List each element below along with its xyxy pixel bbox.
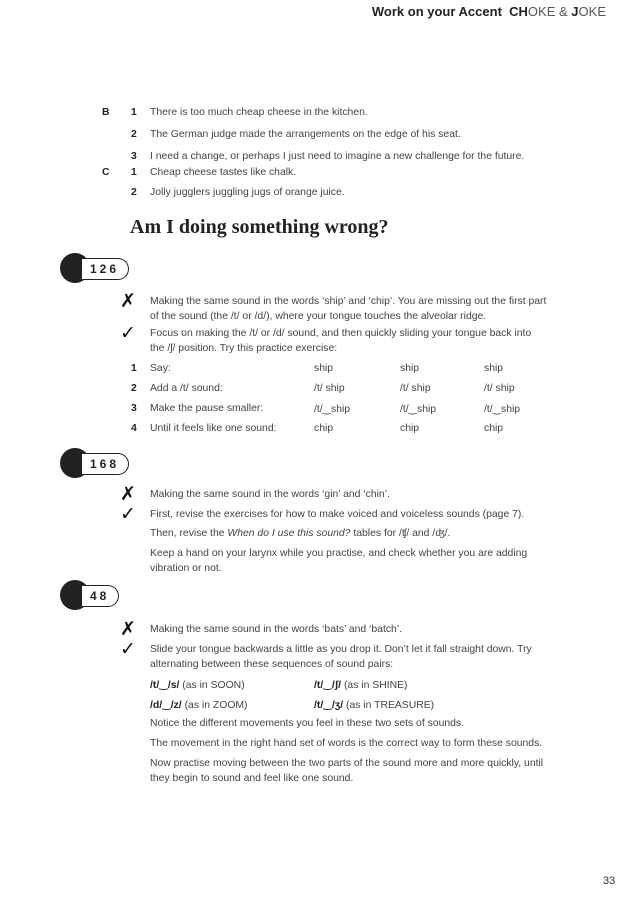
- pair-symbol: /d/‿/z/: [150, 700, 182, 711]
- wrong-icon: ✗: [120, 290, 136, 312]
- c-item-text: Jolly jugglers juggling jugs of orange juice.: [150, 187, 345, 198]
- exercise-cell: chip: [314, 423, 334, 434]
- exercise-label: Until it feels like one sound:: [150, 423, 277, 434]
- exercise-cell: /t/‿ship: [400, 404, 437, 415]
- exercise-cell: /t/ ship: [484, 383, 515, 394]
- b-item-num: 3: [131, 151, 137, 162]
- exercise-num: 4: [131, 423, 137, 434]
- right-icon: ✓: [120, 638, 136, 660]
- exercise-cell: /t/‿ship: [314, 404, 351, 415]
- track-number: 48: [82, 585, 119, 607]
- then-italic: When do I use this sound?: [227, 528, 351, 539]
- exercise-cell: chip: [400, 423, 420, 434]
- header-amp: &: [555, 4, 572, 19]
- wrong-icon: ✗: [120, 618, 136, 640]
- pair-left: [150, 699, 248, 711]
- wrong-icon: ✗: [120, 483, 136, 505]
- right-icon: ✓: [120, 322, 136, 344]
- exercise-label: Say:: [150, 363, 171, 374]
- movement-text: The movement in the right hand set of words is the correct way to form these sounds.: [150, 738, 543, 749]
- then-text: [150, 528, 450, 539]
- wrong-text: Making the same sound in the words ‘bats’ and ‘batch’.: [150, 624, 403, 635]
- wrong-text: of the sound (the /t/ or /d/), where your tongue touches the alveolar ridge.: [150, 311, 487, 322]
- pair-right: [314, 699, 434, 711]
- track-number: 126: [82, 258, 129, 280]
- header-oke: OKE: [527, 4, 556, 19]
- header-ch: CH: [509, 4, 528, 19]
- exercise-num: 1: [131, 363, 137, 374]
- pair-symbol: /t/‿/ʃ/: [314, 680, 342, 691]
- b-item-num: 2: [131, 129, 137, 140]
- pair-note: (as in SHINE): [343, 680, 408, 691]
- section-b-label: B: [102, 107, 110, 118]
- keep-text: Keep a hand on your larynx while you practise, and check whether you are adding: [150, 548, 528, 559]
- exercise-num: 2: [131, 383, 137, 394]
- practise-text: Now practise moving between the two parts of the sound more and more quickly, until: [150, 758, 544, 769]
- c-item-text: Cheap cheese tastes like chalk.: [150, 167, 297, 178]
- exercise-label: Make the pause smaller:: [150, 403, 264, 414]
- b-item-text: The German judge made the arrangements on the edge of his seat.: [150, 129, 461, 140]
- right-text: Slide your tongue backwards a little as you drop it. Don’t let it fall straight down. Try: [150, 644, 532, 655]
- b-item-num: 1: [131, 107, 137, 118]
- right-text: alternating between these sequences of sound pairs:: [150, 659, 394, 670]
- header-j: J: [571, 4, 579, 19]
- exercise-cell: ship: [400, 363, 420, 374]
- pair-note: (as in ZOOM): [184, 700, 248, 711]
- c-item-num: 1: [131, 167, 137, 178]
- exercise-cell: ship: [314, 363, 334, 374]
- right-text: Focus on making the /t/ or /d/ sound, and then quickly sliding your tongue back into: [150, 328, 532, 339]
- pair-right: [314, 679, 407, 691]
- pair-symbol: /t/‿/ʒ/: [314, 700, 344, 711]
- running-header: [372, 4, 606, 19]
- exercise-label: Add a /t/ sound:: [150, 383, 223, 394]
- then-prefix: Then, revise the: [150, 528, 228, 539]
- pair-left: [150, 679, 245, 691]
- header-oke2: OKE: [578, 4, 606, 19]
- wrong-text: Making the same sound in the words ‘gin’ and ‘chin’.: [150, 489, 390, 500]
- section-c-label: C: [102, 167, 110, 178]
- b-item-text: I need a change, or perhaps I just need to imagine a new challenge for the future.: [150, 151, 525, 162]
- track-number: 168: [82, 453, 129, 475]
- wrong-text: Making the same sound in the words ‘ship’ and ‘chip’. You are missing out the first part: [150, 296, 547, 307]
- exercise-cell: /t/‿ship: [484, 404, 521, 415]
- pair-note: (as in TREASURE): [345, 700, 435, 711]
- practise-text: they begin to sound and feel like one sound.: [150, 773, 354, 784]
- right-text: the /ʃ/ position. Try this practice exercise:: [150, 343, 338, 354]
- exercise-cell: /t/ ship: [314, 383, 345, 394]
- header-title: Work on your Accent: [371, 4, 502, 19]
- keep-text: vibration or not.: [150, 563, 222, 574]
- exercise-cell: /t/ ship: [400, 383, 431, 394]
- exercise-cell: ship: [484, 363, 504, 374]
- right-icon: ✓: [120, 503, 136, 525]
- page-number: 33: [603, 875, 616, 887]
- right-text: First, revise the exercises for how to make voiced and voiceless sounds (page 7).: [150, 509, 525, 520]
- exercise-cell: chip: [484, 423, 504, 434]
- notice-text: Notice the different movements you feel in these two sets of sounds.: [150, 718, 465, 729]
- pair-symbol: /t/‿/s/: [150, 680, 180, 691]
- c-item-num: 2: [131, 187, 137, 198]
- pair-note: (as in SOON): [182, 680, 245, 691]
- exercise-num: 3: [131, 403, 137, 414]
- then-suffix: tables for /ʧ/ and /ʤ/.: [350, 528, 451, 539]
- section-heading: Am I doing something wrong?: [130, 216, 389, 238]
- b-item-text: There is too much cheap cheese in the kitchen.: [150, 107, 368, 118]
